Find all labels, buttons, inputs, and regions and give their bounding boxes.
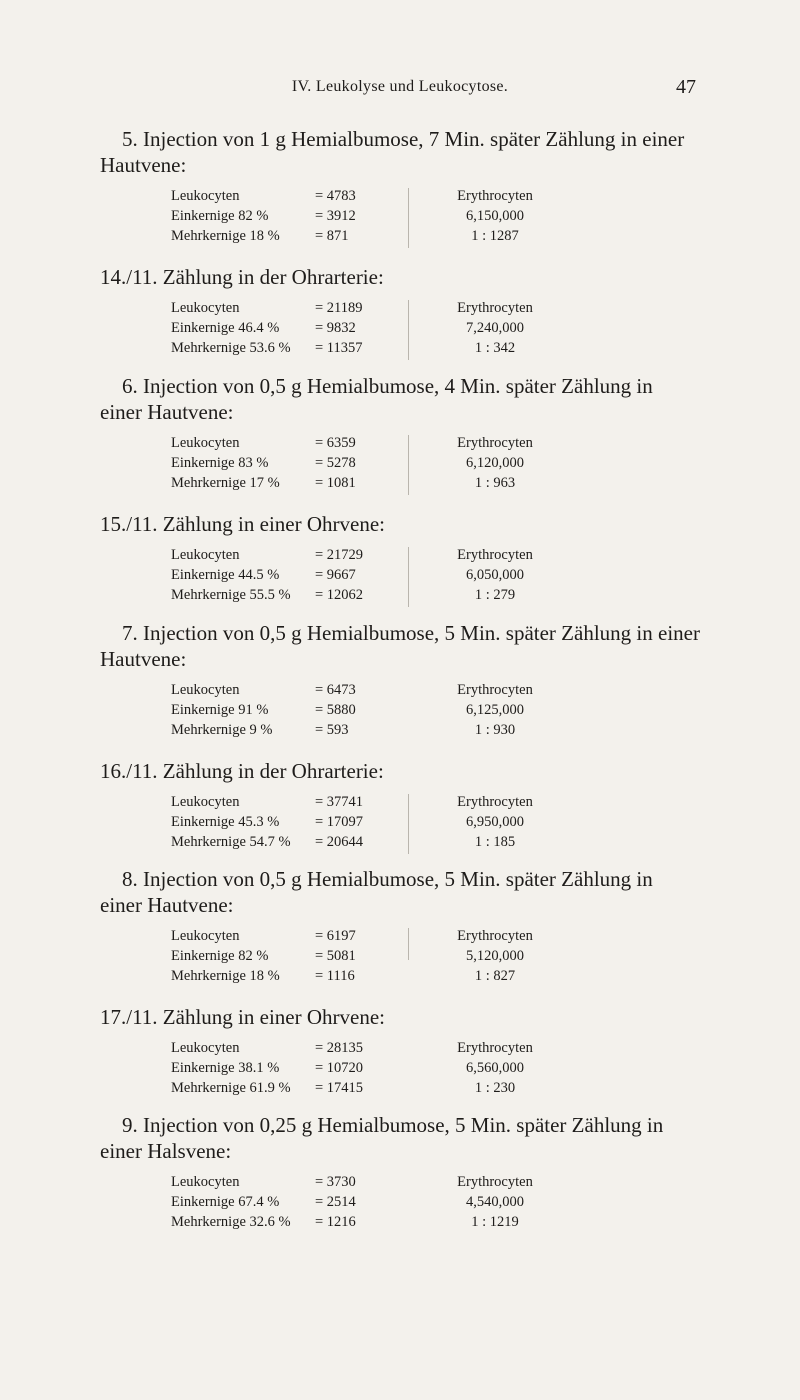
row-label: Leukocyten (171, 1174, 240, 1190)
table-row (0, 948, 800, 968)
section-heading (0, 1004, 800, 1030)
section-heading (0, 126, 800, 178)
erythrocyte-cell: Erythrocyten (457, 547, 533, 563)
table-row (0, 834, 800, 854)
table-row (0, 340, 800, 360)
row-label: Einkernige 82 % (171, 948, 269, 964)
row-label: Einkernige 46.4 % (171, 320, 280, 336)
row-label: Einkernige 45.3 % (171, 814, 280, 830)
protocol-section (0, 620, 800, 742)
table-row (0, 475, 800, 495)
heading-line: 14./11. Zählung in der Ohrarterie: (100, 265, 384, 289)
count-table (0, 435, 800, 495)
table-row (0, 702, 800, 722)
row-value: = 11357 (315, 340, 363, 356)
erythrocyte-cell: 1 : 230 (474, 1080, 516, 1096)
erythrocyte-cell: 1 : 342 (474, 340, 516, 356)
table-row (0, 435, 800, 455)
protocol-section (0, 1004, 800, 1100)
heading-line: 17./11. Zählung in einer Ohrvene: (100, 1005, 385, 1029)
row-value: = 9832 (315, 320, 356, 336)
heading-line: einer Hautvene: (100, 400, 234, 424)
heading-line: 5. Injection von 1 g Hemialbumose, 7 Min. später Zählung in einer (122, 127, 685, 151)
running-header (0, 78, 800, 108)
section-heading (0, 1112, 800, 1164)
erythrocyte-cell: Erythrocyten (457, 435, 533, 451)
table-row (0, 228, 800, 248)
row-value: = 21729 (315, 547, 364, 563)
row-label: Einkernige 38.1 % (171, 1060, 280, 1076)
row-value: = 10720 (315, 1060, 364, 1076)
erythrocyte-cell: 1 : 1287 (471, 228, 519, 244)
heading-line: einer Halsvene: (100, 1139, 232, 1163)
row-label: Mehrkernige 54.7 % (171, 834, 291, 850)
count-table (0, 300, 800, 360)
row-label: Leukocyten (171, 794, 240, 810)
erythrocyte-cell: 1 : 185 (474, 834, 516, 850)
section-heading (0, 758, 800, 784)
protocol-section (0, 1112, 800, 1234)
row-label: Mehrkernige 17 % (171, 475, 280, 491)
erythrocyte-cell: Erythrocyten (457, 1040, 533, 1056)
erythrocyte-cell: Erythrocyten (457, 794, 533, 810)
row-value: = 5880 (315, 702, 356, 718)
count-table (0, 682, 800, 742)
erythrocyte-cell: Erythrocyten (457, 300, 533, 316)
erythrocyte-cell: 6,050,000 (466, 567, 524, 583)
heading-line: 8. Injection von 0,5 g Hemialbumose, 5 Min. später Zählung in (122, 867, 653, 891)
erythrocyte-cell: 4,540,000 (466, 1194, 524, 1210)
row-label: Mehrkernige 53.6 % (171, 340, 291, 356)
erythrocyte-cell: 6,950,000 (466, 814, 524, 830)
row-value: = 17097 (315, 814, 364, 830)
row-value: = 21189 (315, 300, 363, 316)
row-value: = 3912 (315, 208, 356, 224)
section-heading (0, 511, 800, 537)
row-label: Mehrkernige 32.6 % (171, 1214, 291, 1230)
row-label: Mehrkernige 18 % (171, 228, 280, 244)
erythrocyte-cell: 1 : 279 (474, 587, 516, 603)
heading-line: 9. Injection von 0,25 g Hemialbumose, 5 Min. später Zählung in (122, 1113, 664, 1137)
table-row (0, 320, 800, 340)
section-heading (0, 620, 800, 672)
table-row (0, 455, 800, 475)
chapter-title: IV. Leukolyse und Leukocytose. (291, 78, 509, 95)
table-row (0, 547, 800, 567)
erythrocyte-cell: 6,150,000 (466, 208, 524, 224)
row-label: Einkernige 82 % (171, 208, 269, 224)
erythrocyte-cell: 1 : 1219 (471, 1214, 519, 1230)
erythrocyte-cell: 6,560,000 (466, 1060, 524, 1076)
section-heading (0, 264, 800, 290)
section-heading (0, 373, 800, 425)
heading-line: einer Hautvene: (100, 893, 234, 917)
row-value: = 4783 (315, 188, 356, 204)
erythrocyte-cell: 1 : 963 (474, 475, 516, 491)
row-value: = 9667 (315, 567, 356, 583)
table-row (0, 567, 800, 587)
table-row (0, 968, 800, 988)
table-row (0, 1040, 800, 1060)
erythrocyte-cell: 1 : 827 (474, 968, 516, 984)
erythrocyte-cell: Erythrocyten (457, 188, 533, 204)
count-table (0, 188, 800, 248)
table-row (0, 1060, 800, 1080)
row-label: Mehrkernige 61.9 % (171, 1080, 291, 1096)
row-value: = 12062 (315, 587, 364, 603)
erythrocyte-cell: Erythrocyten (457, 682, 533, 698)
table-row (0, 188, 800, 208)
table-row (0, 814, 800, 834)
row-label: Einkernige 83 % (171, 455, 269, 471)
table-row (0, 1174, 800, 1194)
protocol-section (0, 758, 800, 854)
row-value: = 6359 (315, 435, 356, 451)
row-label: Leukocyten (171, 928, 240, 944)
row-value: = 5081 (315, 948, 356, 964)
count-table (0, 1040, 800, 1100)
row-label: Leukocyten (171, 188, 240, 204)
page-number: 47 (676, 76, 696, 98)
erythrocyte-cell: Erythrocyten (457, 928, 533, 944)
row-label: Leukocyten (171, 1040, 240, 1056)
erythrocyte-cell: 1 : 930 (474, 722, 516, 738)
row-value: = 3730 (315, 1174, 356, 1190)
row-label: Mehrkernige 55.5 % (171, 587, 291, 603)
table-row (0, 1080, 800, 1100)
table-row (0, 1194, 800, 1214)
row-value: = 593 (315, 722, 349, 738)
row-label: Einkernige 91 % (171, 702, 269, 718)
row-value: = 37741 (315, 794, 364, 810)
table-row (0, 794, 800, 814)
row-value: = 6197 (315, 928, 356, 944)
heading-line: Hautvene: (100, 647, 187, 671)
row-value: = 1116 (315, 968, 355, 984)
row-value: = 20644 (315, 834, 364, 850)
row-label: Einkernige 44.5 % (171, 567, 280, 583)
row-value: = 17415 (315, 1080, 364, 1096)
row-label: Leukocyten (171, 682, 240, 698)
protocol-section (0, 126, 800, 248)
section-heading (0, 866, 800, 918)
row-value: = 6473 (315, 682, 356, 698)
count-table (0, 928, 800, 988)
row-label: Leukocyten (171, 435, 240, 451)
row-label: Leukocyten (171, 300, 240, 316)
row-label: Einkernige 67.4 % (171, 1194, 280, 1210)
row-label: Mehrkernige 18 % (171, 968, 280, 984)
count-table (0, 794, 800, 854)
erythrocyte-cell: 6,125,000 (466, 702, 524, 718)
count-table (0, 1174, 800, 1234)
table-row (0, 928, 800, 948)
row-value: = 2514 (315, 1194, 356, 1210)
erythrocyte-cell: Erythrocyten (457, 1174, 533, 1190)
table-row (0, 682, 800, 702)
row-label: Leukocyten (171, 547, 240, 563)
heading-line: 16./11. Zählung in der Ohrarterie: (100, 759, 384, 783)
row-value: = 1216 (315, 1214, 356, 1230)
table-row (0, 300, 800, 320)
row-value: = 871 (315, 228, 349, 244)
row-value: = 28135 (315, 1040, 364, 1056)
row-value: = 1081 (315, 475, 356, 491)
table-row (0, 208, 800, 228)
erythrocyte-cell: 5,120,000 (466, 948, 524, 964)
table-row (0, 722, 800, 742)
heading-line: Hautvene: (100, 153, 187, 177)
protocol-section (0, 511, 800, 607)
table-row (0, 1214, 800, 1234)
protocol-section (0, 866, 800, 988)
erythrocyte-cell: 7,240,000 (466, 320, 524, 336)
protocol-section (0, 373, 800, 495)
erythrocyte-cell: 6,120,000 (466, 455, 524, 471)
row-value: = 5278 (315, 455, 356, 471)
protocol-section (0, 264, 800, 360)
heading-line: 6. Injection von 0,5 g Hemialbumose, 4 Min. später Zählung in (122, 374, 653, 398)
heading-line: 15./11. Zählung in einer Ohrvene: (100, 512, 385, 536)
row-label: Mehrkernige 9 % (171, 722, 273, 738)
table-row (0, 587, 800, 607)
count-table (0, 547, 800, 607)
heading-line: 7. Injection von 0,5 g Hemialbumose, 5 Min. später Zählung in einer (122, 621, 700, 645)
